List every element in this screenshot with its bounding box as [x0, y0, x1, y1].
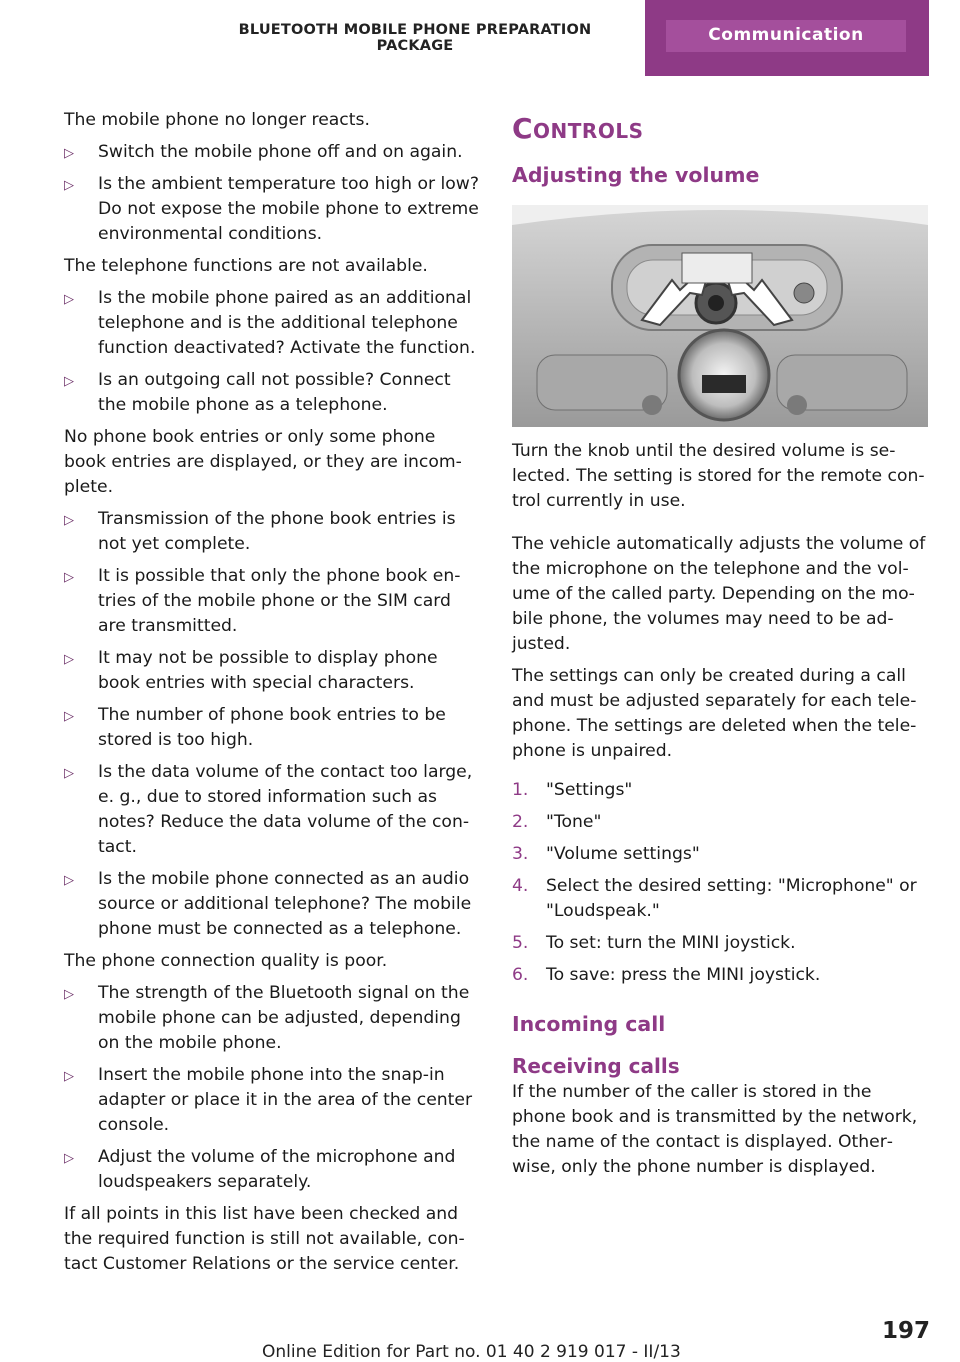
- list-item: ▷ The number of phone book entries to be stored is too high.: [64, 705, 446, 750]
- triangle-bullet-icon: ▷: [64, 987, 74, 1002]
- list-item: 5. To set: turn the MINI joystick.: [512, 931, 930, 956]
- triangle-bullet-icon: ▷: [64, 146, 74, 161]
- page-number: 197: [882, 1318, 931, 1344]
- list-item: ▷ Transmission of the phone book entries is not yet complete.: [64, 509, 456, 554]
- list-item: 3. "Volume settings": [512, 842, 930, 867]
- list-item: ▷ It may not be possible to display phone book entries with special characters.: [64, 648, 438, 693]
- step-number: 4.: [512, 876, 529, 896]
- running-header-section: BLUETOOTH MOBILE PHONE PREPARATION PACKAGE: [238, 22, 592, 54]
- triangle-bullet-icon: ▷: [64, 709, 74, 724]
- list-item: ▷ Is an outgoing call not possible? Connect the mobile phone as a telephone.: [64, 370, 451, 415]
- list-item: 6. To save: press the MINI joystick.: [512, 963, 930, 988]
- triangle-bullet-icon: ▷: [64, 766, 74, 781]
- paragraph: If all points in this list have been checked and the required function is still not available, con‐tact Customer Relations or the service center.: [64, 1204, 465, 1274]
- volume-knob-photo: [512, 205, 928, 427]
- list-item: ▷ Switch the mobile phone off and on again.: [64, 140, 480, 165]
- triangle-bullet-icon: ▷: [64, 178, 74, 193]
- triangle-bullet-icon: ▷: [64, 374, 74, 389]
- step-number: 1.: [512, 780, 529, 800]
- footer-edition: Online Edition for Part no. 01 40 2 919 017 - II/13: [262, 1342, 681, 1362]
- step-number: 3.: [512, 844, 529, 864]
- triangle-bullet-icon: ▷: [64, 1069, 74, 1084]
- left-column: [64, 108, 480, 1284]
- list-item: ▷ Is the data volume of the contact too large, e. g., due to stored information such as notes? Reduce the data volume of the con‐tact.: [64, 762, 473, 857]
- paragraph: The settings can only be created during a call and must be adjusted separately for each tele‐phone. The settings are deleted when the tele‐phone is unpaired.: [512, 666, 917, 761]
- paragraph: No phone book entries or only some phone book entries are displayed, or they are incom‐plete.: [64, 427, 462, 497]
- dashboard-illustration: [512, 205, 928, 427]
- list-item: ▷ It is possible that only the phone book en‐tries of the mobile phone or the SIM card are transmitted.: [64, 566, 461, 636]
- list-item: ▷ The strength of the Bluetooth signal on the mobile phone can be adjusted, depending on the mobile phone.: [64, 983, 470, 1053]
- paragraph: Turn the knob until the desired volume is se‐lected. The setting is stored for the remote con‐trol currently in use.: [512, 441, 925, 511]
- section-heading: Controls: [512, 112, 644, 145]
- triangle-bullet-icon: ▷: [64, 570, 74, 585]
- list-item: ▷ Is the mobile phone paired as an additional telephone and is the additional telephone function deactivated? Activate the function.: [64, 288, 476, 358]
- step-number: 2.: [512, 812, 529, 832]
- paragraph: If the number of the caller is stored in the phone book and is transmitted by the network, the name of the contact is displayed. Other‐wise, only the phone number is displayed.: [512, 1082, 918, 1177]
- list-item: 2. "Tone": [512, 810, 930, 835]
- paragraph: The phone connection quality is poor.: [64, 951, 388, 971]
- list-item: ▷ Is the ambient temperature too high or low? Do not expose the mobile phone to extreme environmental conditions.: [64, 174, 479, 244]
- step-number: 5.: [512, 933, 529, 953]
- triangle-bullet-icon: ▷: [64, 513, 74, 528]
- paragraph: The vehicle automatically adjusts the volume of the microphone on the telephone and the vol‐ume of the called party. Depending on the mo‐bile phone, the volumes may need to be ad‐justed.: [512, 534, 926, 654]
- right-column: [512, 108, 930, 1187]
- list-item: ▷ Is the mobile phone connected as an audio source or additional telephone? The mobile phone must be connected as a telephone.: [64, 869, 472, 939]
- list-item: ▷ Insert the mobile phone into the snap-in adapter or place it in the area of the center console.: [64, 1065, 473, 1135]
- subsection-heading: Incoming call: [512, 1012, 666, 1036]
- list-item: 1. "Settings": [512, 778, 930, 803]
- triangle-bullet-icon: ▷: [64, 292, 74, 307]
- step-number: 6.: [512, 965, 529, 985]
- minor-heading: Receiving calls: [512, 1054, 680, 1078]
- paragraph: The telephone functions are not available.: [64, 256, 428, 276]
- triangle-bullet-icon: ▷: [64, 652, 74, 667]
- list-item: ▷ Adjust the volume of the microphone and loudspeakers separately.: [64, 1147, 456, 1192]
- subsection-heading: Adjusting the volume: [512, 163, 760, 187]
- triangle-bullet-icon: ▷: [64, 873, 74, 888]
- chapter-tab-label: Communication: [666, 20, 906, 52]
- triangle-bullet-icon: ▷: [64, 1151, 74, 1166]
- paragraph: The mobile phone no longer reacts.: [64, 110, 370, 130]
- list-item: 4. Select the desired setting: "Microphone" or "Loudspeak.": [512, 876, 917, 921]
